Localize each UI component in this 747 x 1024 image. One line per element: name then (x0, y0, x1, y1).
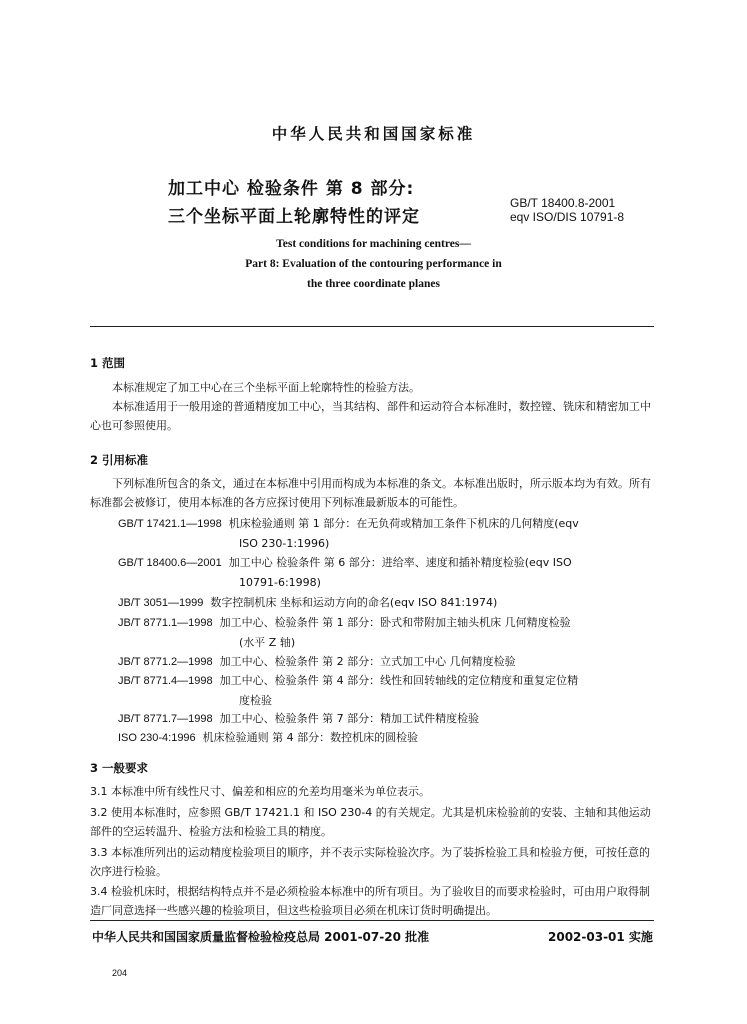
standard-number-block (510, 196, 624, 224)
reference-code: ISO 230-4:1996 (118, 732, 196, 744)
page-number: 204 (112, 968, 128, 978)
reference-title: 加工中心、检验条件 第 2 部分：立式加工中心 几何精度检验 (219, 655, 516, 668)
clause-3-4: 3.4 检验机床时，根据结构特点并不是必须检验本标准中的所有项目。为了验收目的而要求检验时，可由用户取得制造厂同意选择一些感兴趣的检验项目，但这些检验项目必须在机床订货时明确提出。 (90, 885, 650, 917)
section-2-intro: 下列标准所包含的条文，通过在本标准中引用而构成为本标准的条文。本标准出版时，所示版本均为有效。所有标准都会被修订，使用本标准的各方应探讨使用下列标准最新版本的可能性。 (90, 477, 651, 509)
reference-item (118, 553, 663, 592)
implementation-date: 2002-03-01 实施 (548, 930, 653, 944)
title-line-2: 三个坐标平面上轮廓特性的评定 (168, 207, 420, 227)
reference-title: 加工中心 检验条件 第 6 部分：进给率、速度和插补精度检验(eqv ISO (228, 556, 572, 569)
reference-code: JB/T 8771.7—1998 (118, 713, 213, 725)
reference-code: JB/T 8771.1—1998 (118, 617, 213, 629)
reference-title: 加工中心、检验条件 第 1 部分：卧式和带附加主轴头机床 几何精度检验 (219, 616, 571, 629)
reference-item (118, 652, 663, 672)
english-title-line-3: the three coordinate planes (307, 278, 440, 290)
reference-item (118, 728, 663, 748)
english-title-line-2: Part 8: Evaluation of the contouring performance in (245, 258, 502, 270)
section-1-heading: 1 范围 (90, 356, 126, 370)
footer-divider (90, 920, 654, 921)
reference-code: GB/T 17421.1—1998 (118, 518, 222, 530)
section-2-heading: 2 引用标准 (90, 453, 149, 467)
section-1-paragraph: 本标准规定了加工中心在三个坐标平面上轮廓特性的检验方法。 (112, 381, 420, 394)
reference-item (118, 671, 663, 710)
reference-title: 机床检验通则 第 4 部分：数控机床的圆检验 (202, 731, 419, 744)
clause-3-3: 3.3 本标准所列出的运动精度检验项目的顺序，并不表示实际检验次序。为了装拆检验工具和检验方便，可按任意的次序进行检验。 (90, 846, 650, 878)
reference-item (118, 709, 663, 729)
reference-title: 加工中心、检验条件 第 7 部分：精加工试件精度检验 (219, 712, 480, 725)
reference-code: GB/T 18400.6—2001 (118, 557, 222, 569)
standard-number: GB/T 18400.8-2001 (510, 196, 616, 210)
english-title-line-1: Test conditions for machining centres— (276, 238, 471, 250)
reference-code: JB/T 8771.4—1998 (118, 675, 213, 687)
reference-continuation: 度检验 (239, 694, 272, 707)
equivalent-standard: eqv ISO/DIS 10791-8 (510, 210, 625, 224)
clause-3-1: 3.1 本标准中所有线性尺寸、偏差和相应的允差均用毫米为单位表示。 (90, 785, 430, 798)
reference-title: 机床检验通则 第 1 部分：在无负荷或精加工条件下机床的几何精度(eqv (228, 517, 579, 530)
approval-line: 中华人民共和国国家质量监督检验检疫总局 2001-07-20 批准 (92, 930, 430, 944)
issuing-organization: 中华人民共和国国家标准 (271, 125, 476, 143)
clause-3-2: 3.2 使用本标准时，应参照 GB/T 17421.1 和 ISO 230-4 的有关规定。尤其是机床检验前的安装、主轴和其他运动部件的空运转温升、检验方法和检验工具的精度。 (90, 806, 651, 838)
reference-code: JB/T 8771.2—1998 (118, 656, 213, 668)
reference-item (118, 613, 663, 652)
reference-title: 加工中心、检验条件 第 4 部分：线性和回转轴线的定位精度和重复定位精 (219, 674, 579, 687)
section-1-paragraph: 本标准适用于一般用途的普通精度加工中心，当其结构、部件和运动符合本标准时，数控镗、铣床和精密加工中心也可参照使用。 (90, 400, 651, 432)
section-3-heading: 3 一般要求 (90, 761, 149, 775)
reference-code: JB/T 3051—1999 (118, 597, 204, 609)
reference-continuation: (水平 Z 轴) (239, 636, 296, 649)
reference-continuation: 10791-6:1998) (239, 576, 321, 589)
reference-item (118, 593, 663, 613)
reference-title: 数字控制机床 坐标和运动方向的命名(eqv ISO 841:1974) (210, 596, 498, 609)
title-line-1: 加工中心 检验条件 第 8 部分: (168, 179, 415, 199)
reference-item (118, 514, 663, 553)
header-divider (90, 326, 654, 327)
reference-continuation: ISO 230-1:1996) (239, 537, 330, 550)
